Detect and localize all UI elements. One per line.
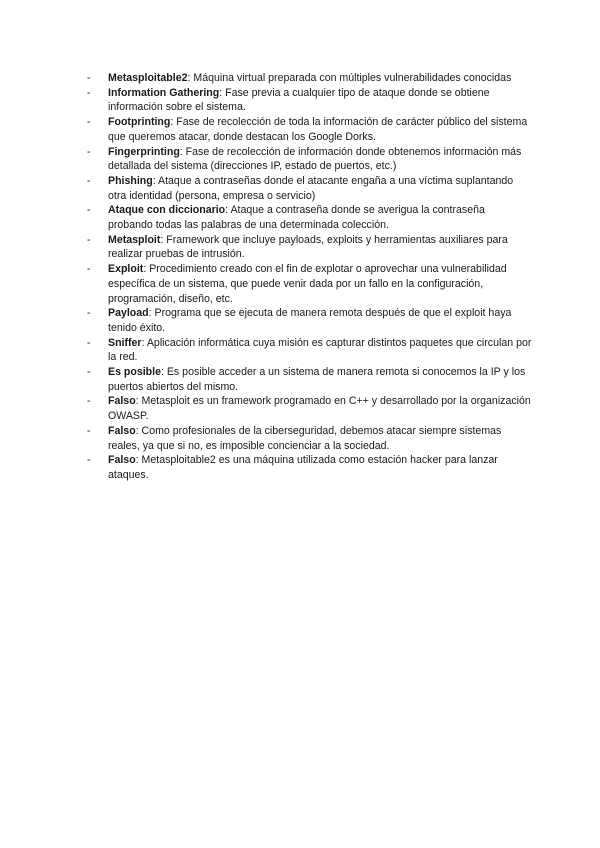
bullet-dash: - [87, 116, 91, 129]
list-item [87, 203, 532, 232]
bullet-dash: - [87, 174, 91, 187]
list-item [87, 262, 532, 306]
list-item [87, 424, 532, 453]
bullet-dash: - [87, 72, 91, 84]
item-term: Ataque con diccionario [108, 204, 226, 217]
item-term: Metasploit [108, 233, 161, 246]
item-term: Payload [108, 307, 149, 320]
list-item [87, 233, 532, 262]
bullet-dash: - [87, 424, 91, 437]
item-text: : Framework que incluye payloads, exploits y herramientas auxiliares para realizar pruebas de intrusión. [108, 233, 508, 261]
list-item [87, 453, 532, 482]
list-item [87, 365, 532, 394]
item-term: Falso [108, 395, 136, 408]
item-term: Footprinting [108, 116, 171, 129]
list-item [87, 306, 532, 335]
list-item [87, 71, 532, 86]
bullet-dash: - [87, 366, 91, 379]
bullet-dash: - [87, 233, 91, 246]
item-term: Metasploitable2 [108, 72, 188, 84]
item-term: Falso [108, 454, 136, 467]
bullet-dash: - [87, 336, 91, 349]
item-term: Falso [108, 424, 136, 437]
item-text: : Ataque a contraseñas donde el atacante engaña a una víctima suplantando otra identidad (persona, empresa o servicio) [108, 174, 514, 202]
bullet-dash: - [87, 395, 91, 408]
item-term: Fingerprinting [108, 145, 180, 158]
item-text: : Fase previa a cualquier tipo de ataque donde se obtiene información sobre el sistema. [108, 86, 490, 114]
bullet-dash: - [87, 263, 91, 276]
bullet-dash: - [87, 86, 91, 99]
bullet-dash: - [87, 145, 91, 158]
item-text: : Fase de recolección de toda la información de carácter público del sistema que queremos atacar, donde destacan los Google Dorks. [108, 116, 528, 143]
glossary-list [87, 71, 532, 483]
list-item [87, 86, 532, 115]
item-term: Sniffer [108, 336, 142, 349]
item-text: : Metasploitable2 es una máquina utilizada como estación hacker para lanzar ataques. [108, 454, 498, 481]
item-text: : Como profesionales de la ciberseguridad, debemos atacar siempre sistemas reales, ya que si no, es imposible concienciar a la sociedad. [108, 424, 502, 452]
list-item [87, 115, 532, 144]
item-term: Exploit [108, 263, 144, 276]
list-item [87, 145, 532, 174]
item-text: : Procedimiento creado con el fin de explotar o aprovechar una vulnerabilidad específica de un sistema, que puede venir dada por un fallo en la configuración, programación, diseño, etc. [108, 263, 507, 305]
list-item [87, 336, 532, 365]
item-text: : Metasploit es un framework programado en C++ y desarrollado por la organización OWASP. [108, 395, 531, 423]
item-text: : Máquina virtual preparada con múltiples vulnerabilidades conocidas [187, 72, 512, 84]
item-text: : Es posible acceder a un sistema de manera remota si conocemos la IP y los puertos abiertos del mismo. [108, 366, 526, 393]
bullet-dash: - [87, 307, 91, 320]
item-term: Information Gathering [108, 86, 220, 99]
item-text: : Ataque a contraseña donde se averigua la contraseña probando todas las palabras de una determinada colección. [108, 204, 485, 232]
item-term: Es posible [108, 366, 161, 379]
item-text: : Aplicación informática cuya misión es capturar distintos paquetes que circulan por la red. [108, 336, 532, 364]
bullet-dash: - [87, 454, 91, 467]
list-item [87, 394, 532, 423]
list-item [87, 174, 532, 203]
bullet-dash: - [87, 204, 91, 217]
item-text: : Programa que se ejecuta de manera remota después de que el exploit haya tenido éxito. [108, 307, 512, 334]
item-text: : Fase de recolección de información donde obtenemos información más detallada del sistema (direcciones IP, estado de puertos, etc.) [108, 145, 522, 173]
item-term: Phishing [108, 174, 153, 187]
